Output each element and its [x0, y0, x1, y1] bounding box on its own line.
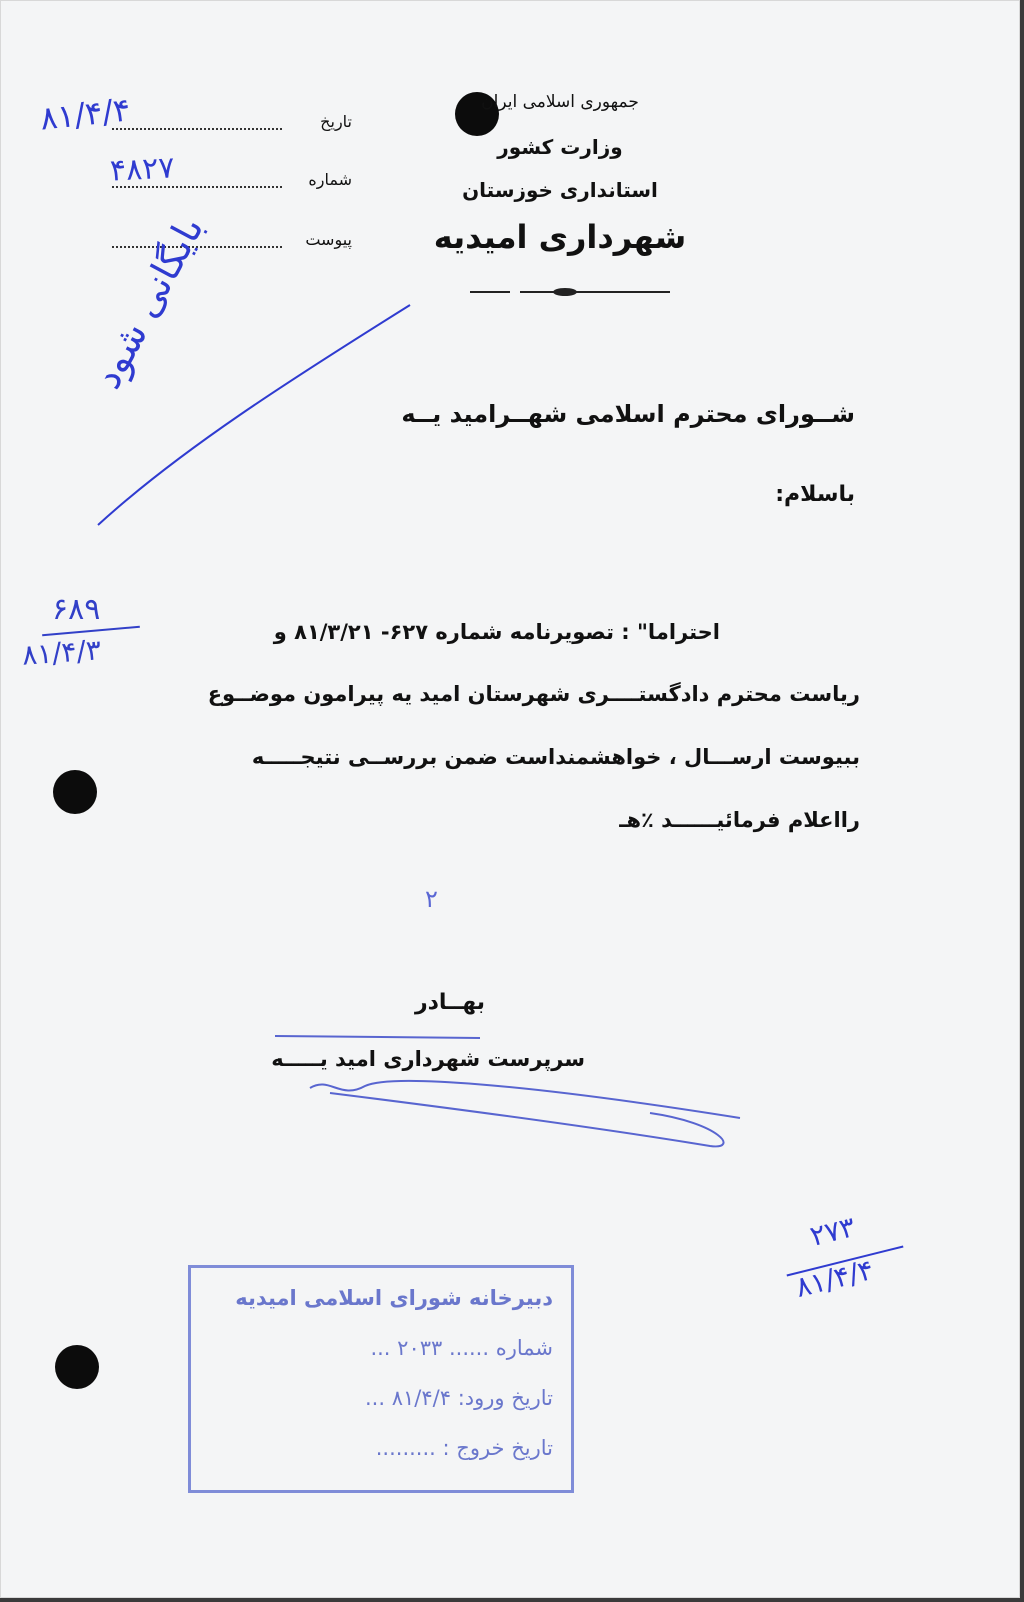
punch-hole-bottom: [55, 1345, 99, 1389]
stamp-entry-value: ۸۱/۴/۴: [391, 1386, 451, 1410]
letter-line-1: احتراما" : تصویرنامه شماره ۶۲۷- ۸۱/۳/۲۱ و: [273, 620, 720, 644]
stamp-entry-label: تاریخ ورود:: [457, 1386, 553, 1410]
handwritten-right-code: ۲۷۳: [806, 1210, 859, 1253]
handwritten-date: ۸۱/۴/۴: [38, 90, 133, 138]
letter-line-2: ریاست محترم دادگستــــری شهرستان امید یه پیرامون موضــوع: [207, 682, 860, 706]
letterhead-republic: جمهوری اسلامی ایران: [481, 92, 639, 112]
signature-title: سرپرست شهرداری امید یـــــه: [271, 1047, 585, 1071]
letter-line-4: رااعلام فرمائیــــــد ٪هـ: [619, 808, 860, 832]
handwritten-right-date: ۸۱/۴/۴: [792, 1252, 877, 1305]
punch-hole-middle: [53, 770, 97, 814]
handwritten-ref-date: ۸۱/۴/۳: [20, 633, 103, 672]
date-label: تاریخ: [320, 112, 352, 131]
letter-line-3: ببیوست ارســـال ، خواهشمنداست ضمن بررســی نتیجـــــه: [251, 745, 860, 769]
stamp-title: دبیرخانه شورای اسلامی امیدیه: [235, 1286, 553, 1310]
letter-greeting: باسلام:: [775, 482, 855, 507]
signature-name: بهــادر: [414, 990, 485, 1015]
number-label: شماره: [308, 170, 352, 189]
signature-scribble: [270, 1028, 770, 1158]
attachment-label: پیوست: [305, 230, 352, 249]
handwritten-number: ۴۸۲۷: [109, 150, 176, 189]
stamp-number-row: شماره ...... ۲۰۳۳ ...: [370, 1336, 553, 1360]
stamp-number-value: ۲۰۳۳: [397, 1336, 443, 1360]
stamp-exit-label: تاریخ خروج :: [442, 1436, 553, 1460]
letter-recipient: شــورای محترم اسلامی شهــرامید یــه: [401, 400, 855, 428]
margin-note-stroke: [90, 300, 420, 540]
letterhead-ornament: [470, 285, 680, 299]
letterhead-ministry: وزارت کشور: [497, 135, 623, 159]
letterhead-municipality: شهرداری امیدیه: [433, 218, 687, 256]
registry-stamp: [188, 1265, 574, 1493]
stamp-number-label: شماره: [495, 1336, 553, 1360]
handwritten-slash-mark: ۲: [425, 885, 438, 913]
stamp-exit-row: تاریخ خروج : .........: [375, 1436, 553, 1460]
date-field: [112, 112, 352, 140]
handwritten-margin-note: بایگانی شود: [85, 208, 213, 396]
letterhead-governorate: استانداری خوزستان: [462, 178, 658, 202]
handwritten-ref-number: ۶۸۹: [52, 592, 101, 627]
stamp-entry-row: تاریخ ورود: ۸۱/۴/۴ ...: [365, 1386, 553, 1410]
